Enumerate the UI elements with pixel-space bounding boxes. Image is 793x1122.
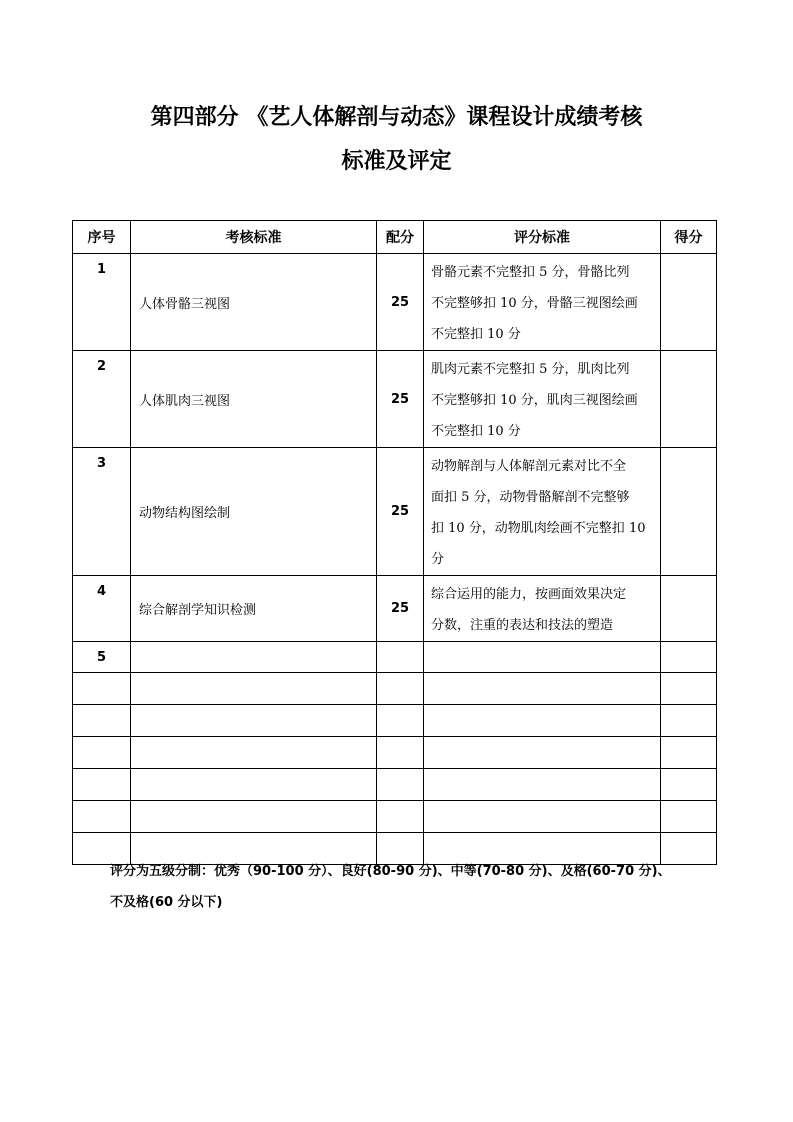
empty-cell [73, 801, 131, 833]
empty-cell [661, 801, 717, 833]
header-num: 序号 [73, 221, 131, 254]
row-obtained [661, 351, 717, 448]
row-standard [424, 351, 661, 448]
empty-row [73, 737, 717, 769]
standard-line: 面扣 5 分，动物骨骼解剖不完整够 [431, 490, 630, 505]
header-criterion: 考核标准 [131, 221, 377, 254]
empty-cell [131, 801, 377, 833]
empty-cell [131, 769, 377, 801]
empty-cell [377, 705, 424, 737]
empty-row [73, 801, 717, 833]
standard-line: 肌肉元素不完整扣 5 分，肌肉比列 [431, 362, 630, 377]
table-row [73, 254, 717, 351]
standard-line: 不完整扣 10 分 [431, 327, 521, 342]
table-row [73, 576, 717, 642]
row-num: 1 [73, 254, 131, 351]
row-score: 25 [377, 351, 424, 448]
row-criterion: 综合解剖学知识检测 [131, 576, 377, 642]
empty-cell [661, 737, 717, 769]
row-standard [424, 642, 661, 673]
row-obtained [661, 254, 717, 351]
empty-cell [424, 737, 661, 769]
empty-cell [377, 737, 424, 769]
row-score: 25 [377, 576, 424, 642]
standard-line: 综合运用的能力，按画面效果决定 [431, 587, 627, 602]
empty-cell [377, 801, 424, 833]
page-title: 第四部分 《艺人体解剖与动态》课程设计成绩考核 [150, 105, 643, 130]
grading-note: 评分为五级分制：优秀（90-100 分）、良好(80-90 分)、中等(70-80 分)、及格(60-70 分)、 [110, 864, 671, 879]
table-row [73, 448, 717, 576]
standard-line: 不完整够扣 10 分，骨骼三视图绘画 [431, 296, 638, 311]
empty-cell [131, 737, 377, 769]
empty-cell [131, 705, 377, 737]
row-standard [424, 254, 661, 351]
empty-row [73, 705, 717, 737]
empty-cell [131, 673, 377, 705]
row-score: 25 [377, 254, 424, 351]
row-num: 5 [73, 642, 131, 673]
row-score [377, 642, 424, 673]
standard-line: 动物解剖与人体解剖元素对比不全 [431, 459, 627, 474]
row-criterion: 人体肌肉三视图 [131, 351, 377, 448]
empty-cell [377, 769, 424, 801]
empty-cell [661, 769, 717, 801]
empty-row [73, 769, 717, 801]
row-num: 4 [73, 576, 131, 642]
empty-cell [73, 673, 131, 705]
standard-line: 扣 10 分，动物肌肉绘画不完整扣 10 [431, 521, 646, 536]
empty-cell [661, 673, 717, 705]
standard-line: 分数，注重的表达和技法的塑造 [431, 618, 614, 633]
row-obtained [661, 576, 717, 642]
empty-cell [73, 705, 131, 737]
empty-cell [424, 801, 661, 833]
row-obtained [661, 448, 717, 576]
row-criterion: 动物结构图绘制 [131, 448, 377, 576]
empty-cell [424, 673, 661, 705]
standard-line: 分 [431, 552, 445, 567]
empty-cell [73, 769, 131, 801]
empty-cell [424, 769, 661, 801]
table-row [73, 642, 717, 673]
header-obtained: 得分 [661, 221, 717, 254]
empty-cell [73, 737, 131, 769]
row-standard [424, 576, 661, 642]
standard-line: 不完整够扣 10 分，肌肉三视图绘画 [431, 393, 638, 408]
empty-cell [661, 705, 717, 737]
grading-note-cont: 不及格(60 分以下) [110, 895, 223, 910]
row-criterion: 人体骨骼三视图 [131, 254, 377, 351]
table-header-row [73, 221, 717, 254]
table-row [73, 351, 717, 448]
row-standard [424, 448, 661, 576]
page-subtitle: 标准及评定 [341, 149, 452, 174]
header-score: 配分 [377, 221, 424, 254]
header-standard: 评分标准 [424, 221, 661, 254]
row-obtained [661, 642, 717, 673]
grading-table [72, 220, 717, 865]
standard-line: 不完整扣 10 分 [431, 424, 521, 439]
standard-line: 骨骼元素不完整扣 5 分，骨骼比列 [431, 265, 630, 280]
row-criterion [131, 642, 377, 673]
empty-cell [377, 673, 424, 705]
row-num: 3 [73, 448, 131, 576]
empty-row [73, 673, 717, 705]
row-num: 2 [73, 351, 131, 448]
row-score: 25 [377, 448, 424, 576]
empty-cell [424, 705, 661, 737]
